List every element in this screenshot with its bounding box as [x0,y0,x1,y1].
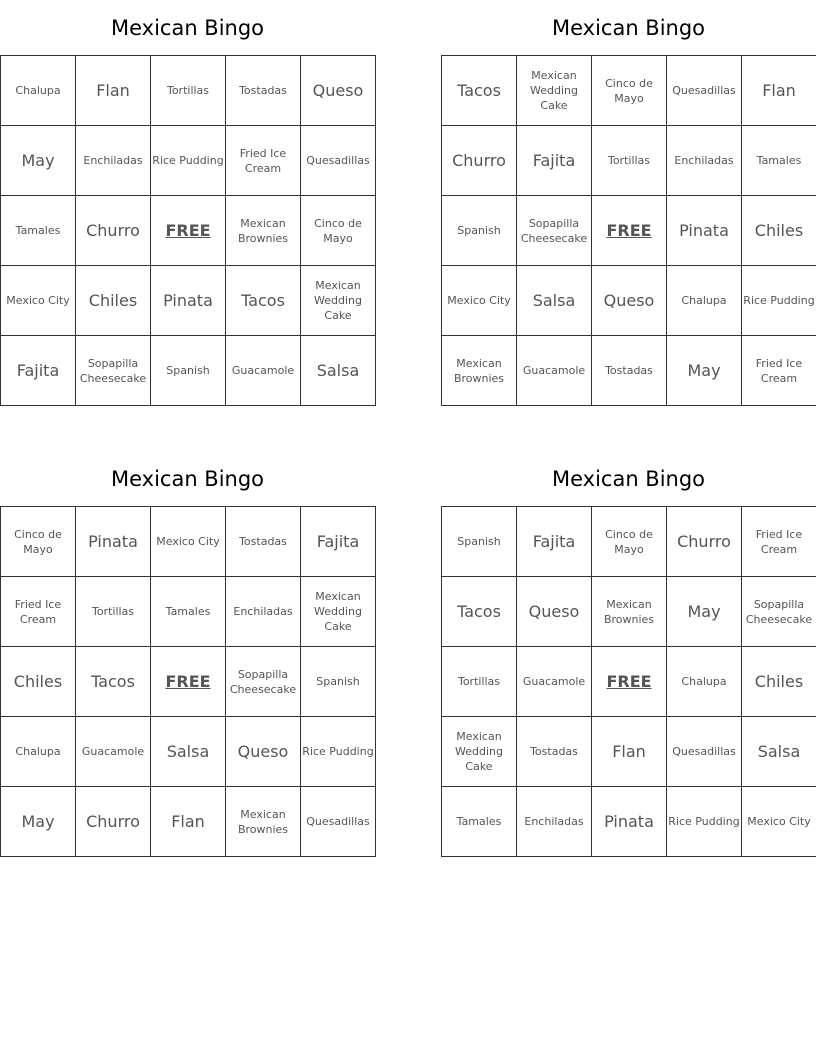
bingo-cell: Cinco de Mayo [301,196,376,266]
bingo-cell: Tacos [442,56,517,126]
bingo-cell: Spanish [301,647,376,717]
bingo-cell: Quesadillas [667,56,742,126]
bingo-cell: Guacamole [517,647,592,717]
bingo-cell: May [667,336,742,406]
bingo-cell: Sopapilla Cheesecake [226,647,301,717]
bingo-cell: Tamales [742,126,816,196]
bingo-cell: Fried Ice Cream [226,126,301,196]
bingo-cell: Salsa [301,336,376,406]
bingo-cell: Salsa [517,266,592,336]
bingo-cell: Tostadas [226,507,301,577]
bingo-cell: Mexican Brownies [442,336,517,406]
bingo-cell: Fried Ice Cream [742,336,816,406]
bingo-cell: Tortillas [151,56,226,126]
bingo-cell: Flan [76,56,151,126]
bingo-grid [0,506,376,857]
bingo-cell: Mexican Wedding Cake [517,56,592,126]
bingo-cell: Mexican Wedding Cake [301,577,376,647]
bingo-cell: Cinco de Mayo [1,507,76,577]
bingo-cell: Chiles [76,266,151,336]
bingo-cell: Pinata [667,196,742,266]
bingo-cell: Tacos [76,647,151,717]
bingo-cell: Fajita [517,126,592,196]
bingo-cell: Queso [226,717,301,787]
bingo-cell: Tacos [442,577,517,647]
bingo-cell: Sopapilla Cheesecake [517,196,592,266]
bingo-cell: Tamales [151,577,226,647]
bingo-cell: Mexican Wedding Cake [301,266,376,336]
card-title: Mexican Bingo [551,16,706,40]
bingo-cell: Fajita [301,507,376,577]
bingo-cell: Mexican Wedding Cake [442,717,517,787]
bingo-cell: Enchiladas [76,126,151,196]
bingo-cell: Spanish [151,336,226,406]
bingo-cell: Pinata [151,266,226,336]
free-space-cell: FREE [592,647,667,717]
card-title: Mexican Bingo [551,467,706,491]
bingo-cell: Sopapilla Cheesecake [76,336,151,406]
bingo-cell: Tostadas [226,56,301,126]
bingo-cell: Fajita [517,507,592,577]
bingo-cell: Fried Ice Cream [1,577,76,647]
bingo-cell: Queso [517,577,592,647]
bingo-cell: Sopapilla Cheesecake [742,577,816,647]
bingo-cell: Enchiladas [517,787,592,857]
bingo-grid [441,506,816,857]
bingo-cell: Chiles [742,196,816,266]
bingo-cell: Chiles [1,647,76,717]
bingo-cell: Churro [442,126,517,196]
bingo-cell: Rice Pudding [742,266,816,336]
bingo-cell: Fajita [1,336,76,406]
bingo-card [0,451,375,857]
bingo-cell: Guacamole [517,336,592,406]
bingo-cell: Tortillas [442,647,517,717]
bingo-cell: Guacamole [76,717,151,787]
bingo-cell: Tamales [1,196,76,266]
card-title: Mexican Bingo [110,16,265,40]
bingo-cell: Tostadas [517,717,592,787]
bingo-cell: May [667,577,742,647]
bingo-cell: Tostadas [592,336,667,406]
bingo-cell: Churro [667,507,742,577]
bingo-card [0,0,375,406]
bingo-cell: Chalupa [1,56,76,126]
bingo-cell: Chiles [742,647,816,717]
bingo-cell: Fried Ice Cream [742,507,816,577]
free-space-cell: FREE [151,647,226,717]
bingo-grid [441,55,816,406]
bingo-cell: Tortillas [592,126,667,196]
free-space-cell: FREE [151,196,226,266]
bingo-cell: Chalupa [667,647,742,717]
bingo-cell: Mexican Brownies [226,196,301,266]
bingo-cell: Tamales [442,787,517,857]
bingo-cell: Flan [742,56,816,126]
bingo-cell: Mexico City [742,787,816,857]
bingo-cell: May [1,787,76,857]
bingo-cell: Mexico City [1,266,76,336]
bingo-cell: Salsa [151,717,226,787]
bingo-cell: Queso [301,56,376,126]
bingo-cell: Mexico City [151,507,226,577]
bingo-cell: Cinco de Mayo [592,56,667,126]
bingo-cell: Quesadillas [667,717,742,787]
bingo-cell: May [1,126,76,196]
bingo-cell: Chalupa [1,717,76,787]
bingo-cell: Rice Pudding [301,717,376,787]
bingo-cell: Cinco de Mayo [592,507,667,577]
bingo-cell: Rice Pudding [151,126,226,196]
bingo-card [441,0,816,406]
free-space-cell: FREE [592,196,667,266]
bingo-cell: Enchiladas [226,577,301,647]
bingo-cell: Guacamole [226,336,301,406]
bingo-cell: Spanish [442,507,517,577]
bingo-cell: Mexican Brownies [592,577,667,647]
bingo-cell: Quesadillas [301,126,376,196]
bingo-cell: Churro [76,787,151,857]
bingo-cell: Pinata [76,507,151,577]
bingo-cell: Flan [592,717,667,787]
bingo-cell: Quesadillas [301,787,376,857]
bingo-cell: Spanish [442,196,517,266]
card-title: Mexican Bingo [110,467,265,491]
bingo-cell: Chalupa [667,266,742,336]
bingo-cell: Mexico City [442,266,517,336]
bingo-cell: Pinata [592,787,667,857]
bingo-cell: Tacos [226,266,301,336]
bingo-cell: Enchiladas [667,126,742,196]
bingo-cell: Churro [76,196,151,266]
bingo-cell: Mexican Brownies [226,787,301,857]
bingo-cell: Rice Pudding [667,787,742,857]
bingo-card [441,451,816,857]
bingo-cell: Tortillas [76,577,151,647]
bingo-cell: Flan [151,787,226,857]
bingo-grid [0,55,376,406]
bingo-cell: Queso [592,266,667,336]
bingo-cell: Salsa [742,717,816,787]
